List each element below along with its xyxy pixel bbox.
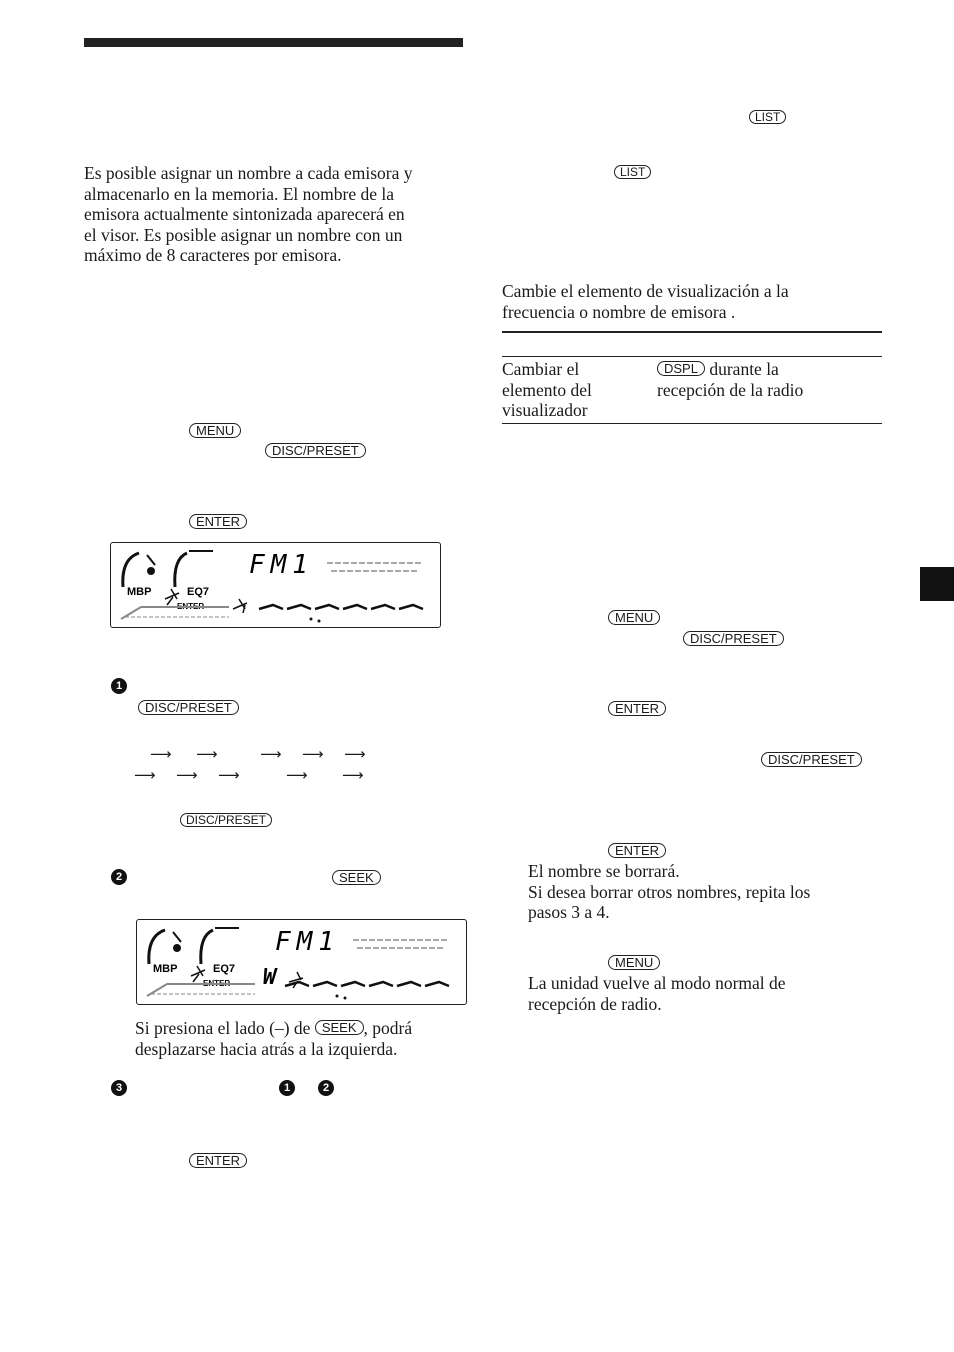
arrow-icon: ⟶	[342, 766, 364, 784]
enter-button[interactable]: ENTER	[608, 701, 666, 716]
disc-preset-button[interactable]: DISC/PRESET	[138, 700, 239, 715]
lcd-mbp-label: MBP	[153, 963, 178, 975]
step-ref-1-marker: 1	[279, 1080, 295, 1096]
disc-preset-button[interactable]: DISC/PRESET	[683, 631, 784, 646]
arrow-icon: ⟶	[218, 766, 240, 784]
arrow-icon: ⟶	[302, 745, 324, 763]
enter-button[interactable]: ENTER	[608, 843, 666, 858]
lcd-mbp-label: MBP	[127, 586, 152, 598]
display-change-text	[502, 281, 882, 322]
erase-result-text	[528, 861, 888, 923]
erase-result-line: pasos 3 a 4.	[528, 902, 610, 922]
intro-line: máximo de 8 caracteres por emisora.	[84, 245, 342, 265]
arrow-icon: ⟶	[260, 745, 282, 763]
step-1-marker: 1	[111, 678, 127, 694]
seek-note	[135, 1018, 475, 1059]
arrow-icon: ⟶	[286, 766, 308, 784]
enter-button[interactable]: ENTER	[189, 1153, 247, 1168]
seek-note-text: Si presiona el lado (–) de	[135, 1018, 311, 1038]
lcd-display-1	[110, 542, 441, 628]
intro-line: almacenarlo en la memoria. El nombre de la	[84, 183, 395, 204]
intro-line: el visor. Es posible asignar un nombre con un	[84, 224, 403, 245]
arrow-icon: ⟶	[196, 745, 218, 763]
erase-result-line: Si desea borrar otros nombres, repita los	[528, 881, 811, 902]
display-change-line: Cambie el elemento de visualización a la	[502, 281, 789, 301]
arrow-icon: ⟶	[176, 766, 198, 784]
lcd-display-2-graphic	[137, 920, 466, 1004]
table-top-rule	[502, 331, 882, 333]
lcd-enter-label: ENTER	[203, 979, 231, 988]
list-button[interactable]: LIST	[749, 110, 786, 124]
menu-button[interactable]: MENU	[608, 610, 660, 625]
table-header-rule	[502, 356, 882, 357]
table-cell-action	[502, 359, 652, 421]
disc-preset-button[interactable]: DISC/PRESET	[180, 813, 272, 827]
table-cell-line: elemento del	[502, 379, 592, 400]
display-change-line: frecuencia o nombre de emisora .	[502, 301, 736, 322]
step-3-marker: 3	[111, 1080, 127, 1096]
seek-button[interactable]: SEEK	[332, 870, 381, 885]
lcd-entered-character: W	[263, 965, 277, 990]
erase-result-line: El nombre se borrará.	[528, 861, 680, 881]
enter-button[interactable]: ENTER	[189, 514, 247, 529]
seek-note-text: , podrá	[363, 1018, 413, 1038]
table-cell-operation	[657, 359, 882, 400]
table-cell-text: durante la	[709, 359, 779, 379]
lcd-eq-label: EQ7	[187, 586, 210, 598]
lcd-band-label: FM1	[275, 927, 340, 957]
seek-button[interactable]: SEEK	[315, 1020, 364, 1035]
intro-line: Es posible asignar un nombre a cada emisora y	[84, 163, 413, 183]
dspl-button[interactable]: DSPL	[657, 361, 705, 376]
arrow-icon: ⟶	[150, 745, 172, 763]
return-result-line: La unidad vuelve al modo normal de	[528, 973, 786, 993]
lcd-eq-label: EQ7	[213, 963, 236, 975]
lcd-enter-label: ENTER	[177, 602, 205, 611]
step-ref-2-marker: 2	[318, 1080, 334, 1096]
table-bottom-rule	[502, 423, 882, 424]
disc-preset-button[interactable]: DISC/PRESET	[761, 752, 862, 767]
return-result-text	[528, 973, 888, 1014]
heading-bar	[84, 38, 463, 47]
menu-button[interactable]: MENU	[608, 955, 660, 970]
lcd-display-2	[136, 919, 467, 1005]
table-cell-text: recepción de la radio	[657, 379, 804, 400]
step-2-marker: 2	[111, 869, 127, 885]
table-cell-line: Cambiar el	[502, 359, 580, 379]
intro-paragraph	[84, 163, 474, 266]
seek-note-text: desplazarse hacia atrás a la izquierda.	[135, 1038, 398, 1059]
lcd-band-label: FM1	[249, 550, 314, 580]
arrow-icon: ⟶	[134, 766, 156, 784]
section-tab	[920, 567, 954, 601]
return-result-line: recepción de radio.	[528, 993, 662, 1014]
lcd-display-1-graphic	[111, 543, 440, 627]
arrow-icon: ⟶	[344, 745, 366, 763]
table-cell-line: visualizador	[502, 400, 588, 420]
list-button[interactable]: LIST	[614, 165, 651, 179]
menu-button[interactable]: MENU	[189, 423, 241, 438]
intro-line: emisora actualmente sintonizada aparecerá en	[84, 204, 405, 224]
disc-preset-button[interactable]: DISC/PRESET	[265, 443, 366, 458]
